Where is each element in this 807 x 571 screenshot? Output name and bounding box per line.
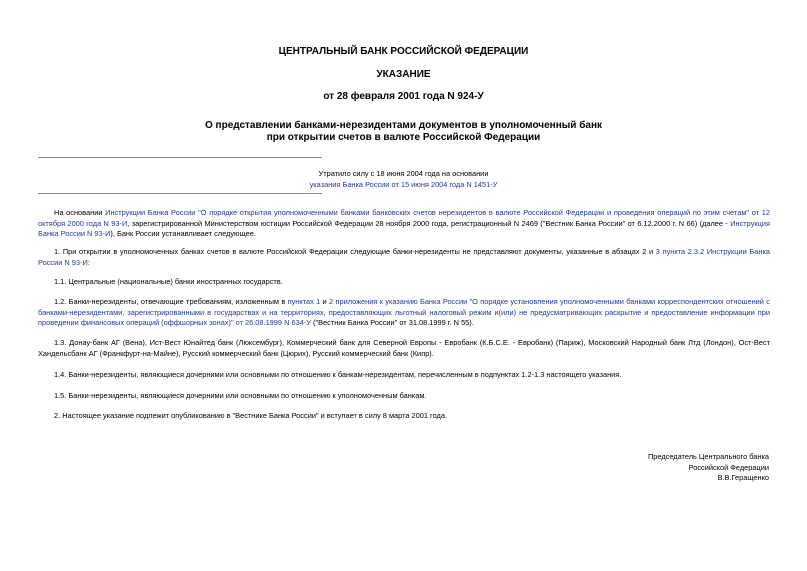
expired-notice: Утратило силу с 18 июня 2004 года на основании [318, 169, 489, 178]
clause-2-3-2-link[interactable]: 3 пункта 2.3.2 Инструкции Банка России N 93-И [38, 247, 770, 267]
document-type: УКАЗАНИЕ [376, 69, 431, 80]
clause-1-4 [38, 370, 770, 381]
document-title-line1: О представлении банками-нерезидентами документов в уполномоченный банк [204, 120, 603, 131]
clause-1-2-text-3: ("Вестник Банка России" от 31.08.1999 г. N 55). [310, 318, 474, 328]
clause-1-1-text: 1.1. Центральные (национальные) банки иностранных государств. [54, 277, 283, 286]
clause-1-3 [38, 338, 770, 359]
signature-position-line2: Российской Федерации [688, 462, 769, 472]
clause-1-1 [38, 277, 770, 288]
clause-1-2-text-2: и [320, 297, 330, 306]
clause-1-text-2: : [87, 257, 90, 267]
signature-position-line1: Председатель Центрального банка [647, 452, 769, 461]
org-name: ЦЕНТРАЛЬНЫЙ БАНК РОССИЙСКОЙ ФЕДЕРАЦИИ [278, 46, 529, 57]
clause-1-3-text: 1.3. Донау-банк АГ (Вена), Ист-Вест Юнайтед банк (Люксембург), Коммерческий банк для Северной Европы - Евробанк (К.Б.С.Е. - Евробанк) (Париж), Московский Народный банк Лтд (Лондон), Ост-Вест Хандельсбанк АГ (Франкфурт-на-Майне), Русский коммерческий банк (Цюрих), Русский коммерческий банк (Кипр). [38, 338, 770, 358]
intro-text-3: ), Банк России устанавливает следующее. [110, 229, 256, 239]
intro-text-2: , зарегистрированной Министерством юстиции Российской Федерации 28 ноября 2000 года, регистрационный N 2469 ("Вестник Банка России" от 6.12.2000 г. N 66) (далее - [127, 218, 731, 228]
signature-block [648, 452, 769, 484]
divider-bottom [38, 193, 322, 194]
ukazanie-634u-link[interactable]: 2 приложения к указанию Банка России "О порядке установления уполномоченными банками корреспондентских отношений с банками-нерезидентами, зарегистрированными в государствах и на территориях, предоставляющих льготный налоговый режим и(или) не предусматривающих раскрытие и предоставление информации при проведении финансовых операций (оффшорных зонах)" от 26.08.1999 N 634-У [38, 297, 770, 328]
clause-1 [38, 247, 770, 268]
instruction-93i-link[interactable]: Инструкции Банка России "О порядке открытия уполномоченными банками банковских счетов нерезидентов в валюте Российской Федерации и проведения операций по этим счетам" от 12 октября 2000 года N 93-И [38, 208, 770, 228]
intro-paragraph [38, 208, 770, 240]
divider-top [38, 157, 322, 158]
points-1-link[interactable]: пунктах 1 [287, 297, 321, 306]
instruction-93i-short-link[interactable]: Инструкция Банка России N 93-И [38, 218, 770, 239]
clause-2 [38, 411, 770, 422]
clause-1-2 [38, 297, 770, 329]
clause-1-4-text: 1.4. Банки-нерезиденты, являющиеся дочерними или основными по отношению к банкам-нерезидентам, перечисленным в подпунктах 1.2-1.3 настоящего указания. [54, 370, 622, 379]
clause-2-text: 2. Настоящее указание подлежит опубликованию в "Вестнике Банка России" и вступает в силу 8 марта 2001 года. [54, 411, 448, 420]
intro-text-1: На основании [54, 208, 106, 217]
expired-notice-link[interactable]: указания Банка России от 15 июня 2004 года N 1451-У [309, 180, 498, 189]
clause-1-5-text: 1.5. Банки-нерезиденты, являющиеся дочерними или основными по отношению к уполномоченным банкам. [54, 391, 427, 400]
clause-1-2-text-1: 1.2. Банки-нерезиденты, отвечающие требованиям, изложенным в [54, 297, 288, 306]
document-date-number: от 28 февраля 2001 года N 924-У [323, 91, 484, 102]
document-title-line2: при открытии счетов в валюте Российской Федерации [266, 132, 541, 143]
clause-1-5 [38, 391, 770, 402]
clause-1-text-1: 1. При открытии в уполномоченных банках счетов в валюте Российской Федерации следующие банки-нерезиденты не представляют документы, указанные в абзацах 2 и [54, 247, 656, 256]
signature-name: В.В.Геращенко [717, 473, 769, 483]
